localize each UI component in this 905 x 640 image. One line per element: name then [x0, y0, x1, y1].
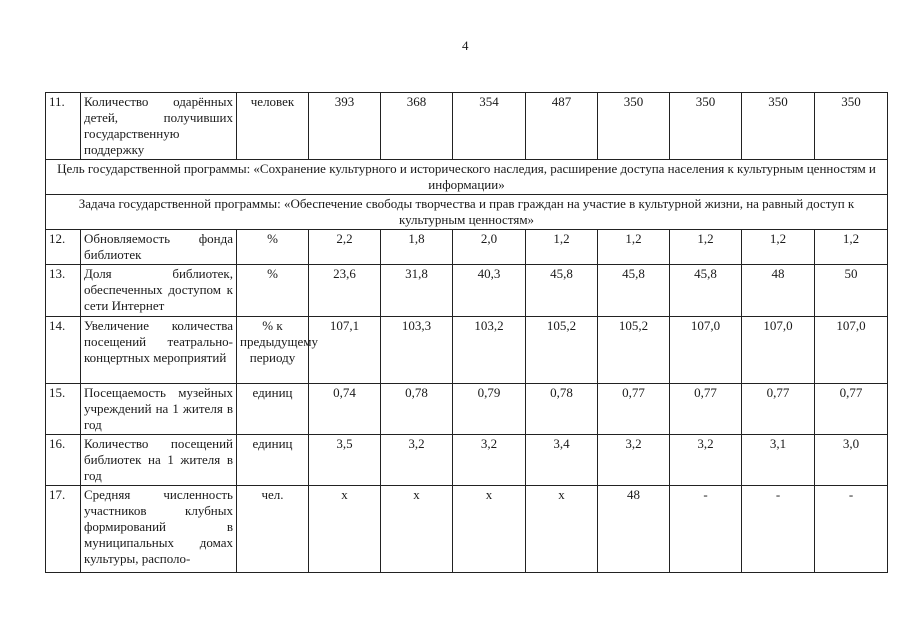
table-row [46, 265, 888, 317]
value-cell: 45,8 [670, 265, 742, 317]
value-cell: 31,8 [381, 265, 453, 317]
value-cell: 1,2 [526, 230, 598, 265]
value-cell: 48 [742, 265, 815, 317]
value-cell: 50 [815, 265, 888, 317]
value-cell: 107,0 [670, 317, 742, 384]
row-number: 13. [46, 265, 81, 317]
table-row [46, 384, 888, 435]
value-cell: 45,8 [598, 265, 670, 317]
indicator-name: Обновляемость фонда библиотек [81, 230, 237, 265]
unit-cell: единиц [237, 384, 309, 435]
value-cell: 40,3 [453, 265, 526, 317]
value-cell: х [526, 486, 598, 573]
row-number: 17. [46, 486, 81, 573]
value-cell: 0,74 [309, 384, 381, 435]
row-number: 12. [46, 230, 81, 265]
value-cell: 48 [598, 486, 670, 573]
value-cell: х [309, 486, 381, 573]
value-cell: 107,0 [815, 317, 888, 384]
value-cell: 350 [742, 93, 815, 160]
value-cell: 3,2 [670, 435, 742, 486]
value-cell: 487 [526, 93, 598, 160]
value-cell: 107,0 [742, 317, 815, 384]
value-cell: 350 [670, 93, 742, 160]
value-cell: 45,8 [526, 265, 598, 317]
table-row [46, 93, 888, 160]
value-cell: 2,2 [309, 230, 381, 265]
table-row [46, 486, 888, 573]
program-goal-row [46, 160, 888, 195]
indicator-name: Увеличение количества посещений театрально-концертных мероприятий [81, 317, 237, 384]
value-cell: 2,0 [453, 230, 526, 265]
value-cell: - [742, 486, 815, 573]
table-row [46, 317, 888, 384]
program-goal-text: Цель государственной программы: «Сохранение культурного и исторического наследия, расширение доступа населения к культурным ценностям и информации» [46, 160, 888, 195]
value-cell: 393 [309, 93, 381, 160]
value-cell: 350 [815, 93, 888, 160]
value-cell: 3,2 [381, 435, 453, 486]
value-cell: 368 [381, 93, 453, 160]
unit-cell: % [237, 230, 309, 265]
row-number: 15. [46, 384, 81, 435]
value-cell: 3,5 [309, 435, 381, 486]
table-row [46, 230, 888, 265]
indicator-name: Количество посещений библиотек на 1 жителя в год [81, 435, 237, 486]
indicator-name: Посещаемость музейных учреждений на 1 жителя в год [81, 384, 237, 435]
value-cell: 3,1 [742, 435, 815, 486]
value-cell: 3,2 [453, 435, 526, 486]
value-cell: 105,2 [526, 317, 598, 384]
value-cell: 1,2 [742, 230, 815, 265]
unit-cell: человек [237, 93, 309, 160]
value-cell: 0,77 [742, 384, 815, 435]
table-row [46, 435, 888, 486]
value-cell: 1,2 [815, 230, 888, 265]
row-number: 16. [46, 435, 81, 486]
value-cell: 23,6 [309, 265, 381, 317]
value-cell: 350 [598, 93, 670, 160]
value-cell: 103,3 [381, 317, 453, 384]
value-cell: 103,2 [453, 317, 526, 384]
value-cell: 354 [453, 93, 526, 160]
value-cell: 107,1 [309, 317, 381, 384]
value-cell: - [815, 486, 888, 573]
value-cell: 0,77 [815, 384, 888, 435]
unit-cell: % [237, 265, 309, 317]
value-cell: - [670, 486, 742, 573]
value-cell: х [381, 486, 453, 573]
value-cell: 0,77 [598, 384, 670, 435]
unit-cell: чел. [237, 486, 309, 573]
indicator-name: Средняя численность участников клубных формирований в муниципальных домах культуры, располо- [81, 486, 237, 573]
value-cell: 1,2 [670, 230, 742, 265]
unit-cell: % к предыдущему периоду [237, 317, 309, 384]
value-cell: 1,8 [381, 230, 453, 265]
page-number: 4 [462, 38, 469, 53]
value-cell: 3,2 [598, 435, 670, 486]
row-number: 11. [46, 93, 81, 160]
value-cell: х [453, 486, 526, 573]
value-cell: 0,78 [526, 384, 598, 435]
value-cell: 1,2 [598, 230, 670, 265]
value-cell: 0,77 [670, 384, 742, 435]
unit-cell: единиц [237, 435, 309, 486]
program-task-text: Задача государственной программы: «Обеспечение свободы творчества и прав граждан на участие в культурной жизни, на равный доступ к культурным ценностям» [46, 195, 888, 230]
value-cell: 3,4 [526, 435, 598, 486]
indicators-table [45, 92, 888, 573]
indicator-name: Доля библиотек, обеспеченных доступом к сети Интернет [81, 265, 237, 317]
value-cell: 0,78 [381, 384, 453, 435]
value-cell: 0,79 [453, 384, 526, 435]
indicator-name: Количество одарённых детей, получивших государственную поддержку [81, 93, 237, 160]
program-task-row [46, 195, 888, 230]
value-cell: 105,2 [598, 317, 670, 384]
value-cell: 3,0 [815, 435, 888, 486]
row-number: 14. [46, 317, 81, 384]
